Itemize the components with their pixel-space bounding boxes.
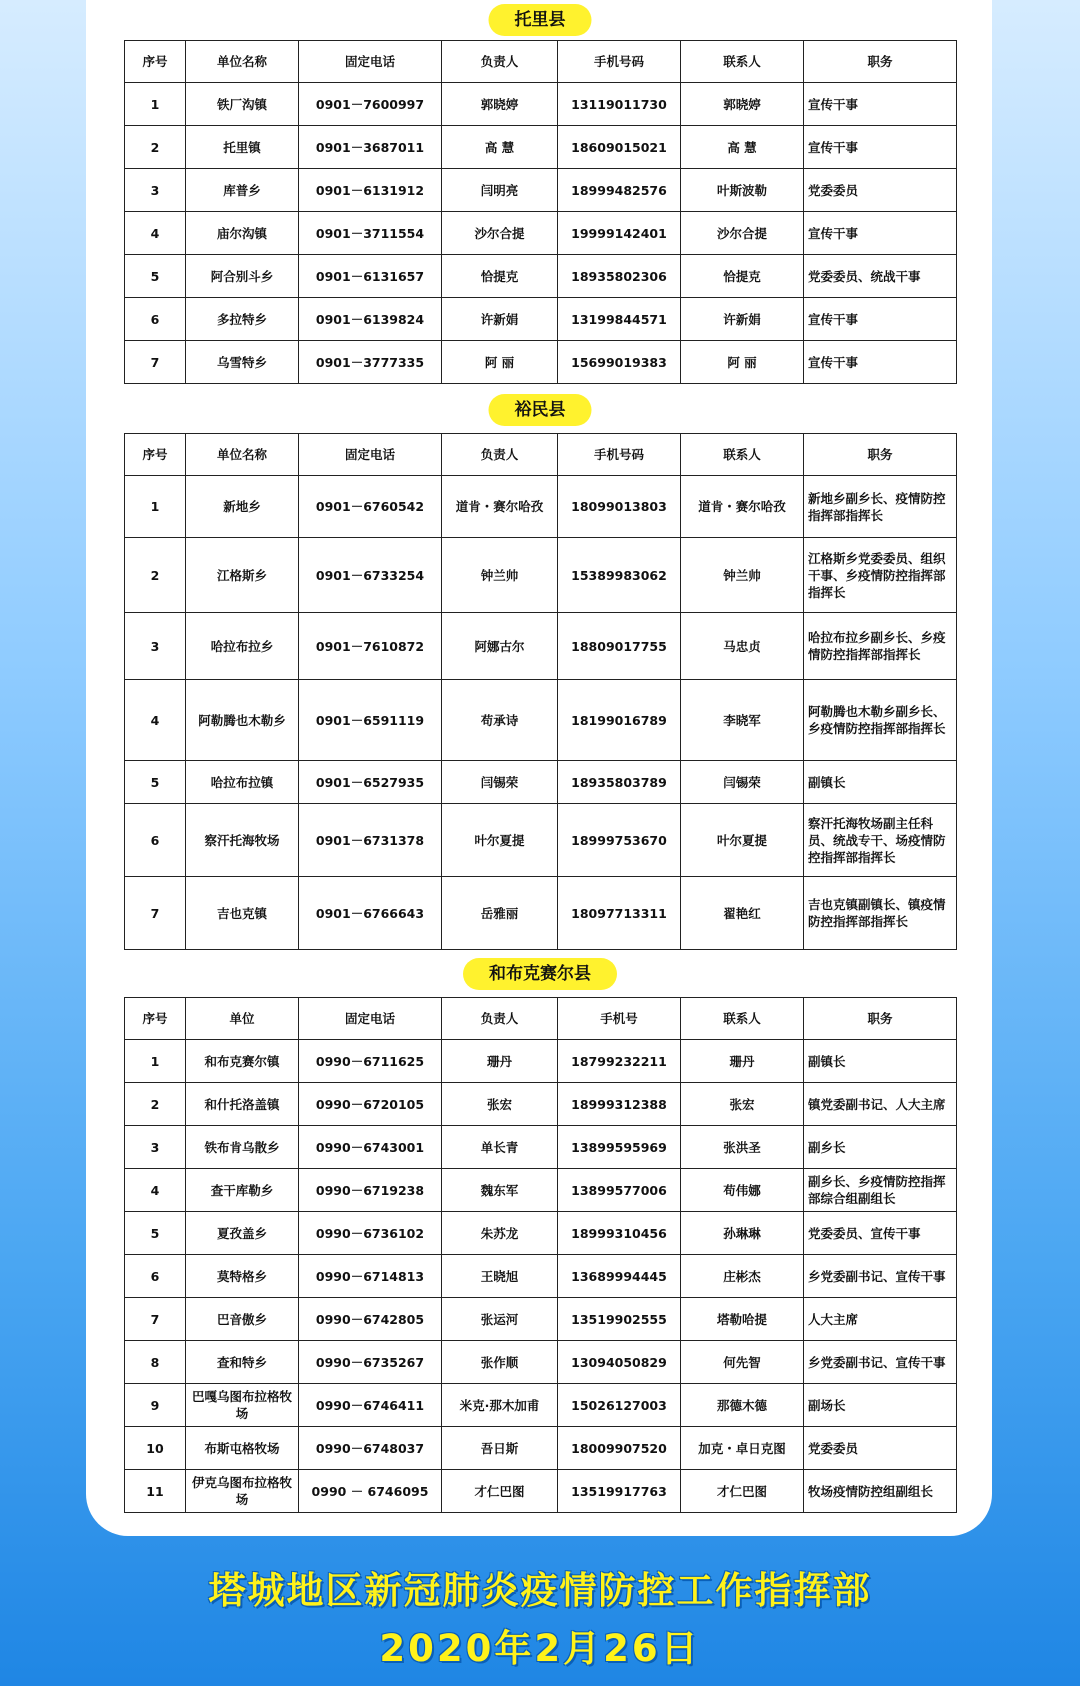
cell-unit: 多拉特乡: [186, 298, 299, 341]
cell-unit: 托里镇: [186, 126, 299, 169]
cell-index: 6: [125, 298, 186, 341]
cell-unit: 乌雪特乡: [186, 341, 299, 384]
table-header-row: [125, 41, 957, 83]
cell-duty: 宣传干事: [804, 212, 957, 255]
cell-contact: 道肯・赛尔哈孜: [681, 476, 804, 538]
cell-unit: 新地乡: [186, 476, 299, 538]
cell-leader: 才仁巴图: [442, 1470, 558, 1513]
cell-leader: 阿 丽: [442, 341, 558, 384]
cell-mobile: 18809017755: [558, 613, 681, 680]
cell-index: 6: [125, 804, 186, 877]
cell-leader: 阿娜古尔: [442, 613, 558, 680]
cell-unit: 库普乡: [186, 169, 299, 212]
cell-leader: 单长青: [442, 1126, 558, 1169]
cell-duty: 副乡长: [804, 1126, 957, 1169]
table-row: [125, 255, 957, 298]
column-header-contact: 联系人: [681, 434, 804, 476]
cell-contact: 塔勒哈提: [681, 1298, 804, 1341]
cell-leader: 钟兰帅: [442, 538, 558, 613]
cell-mobile: 15699019383: [558, 341, 681, 384]
cell-duty: 乡党委副书记、宣传干事: [804, 1341, 957, 1384]
cell-contact: 那德木德: [681, 1384, 804, 1427]
table-row: [125, 1298, 957, 1341]
cell-leader: 魏东军: [442, 1169, 558, 1212]
cell-unit: 察汗托海牧场: [186, 804, 299, 877]
cell-landline: 0990－6748037: [299, 1427, 442, 1470]
cell-leader: 闫锡荣: [442, 761, 558, 804]
cell-unit: 铁厂沟镇: [186, 83, 299, 126]
cell-contact: 高 慧: [681, 126, 804, 169]
cell-mobile: 19999142401: [558, 212, 681, 255]
table-row: [125, 761, 957, 804]
cell-leader: 闫明亮: [442, 169, 558, 212]
cell-unit: 查和特乡: [186, 1341, 299, 1384]
cell-unit: 查干库勒乡: [186, 1169, 299, 1212]
cell-landline: 0901－7610872: [299, 613, 442, 680]
cell-duty: 党委委员: [804, 169, 957, 212]
table-row: [125, 1427, 957, 1470]
table-row: [125, 1169, 957, 1212]
table-row: [125, 1255, 957, 1298]
table-row: [125, 804, 957, 877]
cell-landline: 0901－3777335: [299, 341, 442, 384]
table-row: [125, 1341, 957, 1384]
cell-contact: 叶尔夏提: [681, 804, 804, 877]
cell-index: 4: [125, 680, 186, 761]
cell-duty: 牧场疫情防控组副组长: [804, 1470, 957, 1513]
cell-duty: 党委委员、宣传干事: [804, 1212, 957, 1255]
cell-duty: 哈拉布拉乡副乡长、乡疫情防控指挥部指挥长: [804, 613, 957, 680]
cell-index: 1: [125, 83, 186, 126]
cell-leader: 郭晓婷: [442, 83, 558, 126]
cell-mobile: 18999753670: [558, 804, 681, 877]
cell-contact: 加克・卓日克图: [681, 1427, 804, 1470]
cell-mobile: 18935802306: [558, 255, 681, 298]
cell-unit: 莫特格乡: [186, 1255, 299, 1298]
table-row: [125, 613, 957, 680]
cell-mobile: 18999312388: [558, 1083, 681, 1126]
cell-index: 1: [125, 476, 186, 538]
cell-contact: 翟艳红: [681, 877, 804, 950]
table-row: [125, 212, 957, 255]
contact-table: [124, 40, 957, 384]
cell-contact: 珊丹: [681, 1040, 804, 1083]
cell-contact: 沙尔合提: [681, 212, 804, 255]
cell-leader: 王晓旭: [442, 1255, 558, 1298]
cell-leader: 岳雅丽: [442, 877, 558, 950]
cell-mobile: 13689994445: [558, 1255, 681, 1298]
cell-duty: 宣传干事: [804, 83, 957, 126]
cell-contact: 张宏: [681, 1083, 804, 1126]
cell-unit: 巴音傲乡: [186, 1298, 299, 1341]
cell-duty: 人大主席: [804, 1298, 957, 1341]
table-row: [125, 126, 957, 169]
table-row: [125, 1083, 957, 1126]
cell-unit: 和布克赛尔镇: [186, 1040, 299, 1083]
cell-index: 3: [125, 1126, 186, 1169]
table-row: [125, 298, 957, 341]
column-header-leader: 负责人: [442, 41, 558, 83]
cell-unit: 吉也克镇: [186, 877, 299, 950]
cell-landline: 0990 － 6746095: [299, 1470, 442, 1513]
cell-landline: 0901－6766643: [299, 877, 442, 950]
cell-duty: 镇党委副书记、人大主席: [804, 1083, 957, 1126]
cell-contact: 何先智: [681, 1341, 804, 1384]
column-header-contact: 联系人: [681, 998, 804, 1040]
cell-index: 5: [125, 1212, 186, 1255]
cell-landline: 0990－6720105: [299, 1083, 442, 1126]
cell-index: 7: [125, 877, 186, 950]
cell-duty: 副乡长、乡疫情防控指挥部综合组副组长: [804, 1169, 957, 1212]
cell-landline: 0901－6731378: [299, 804, 442, 877]
footer-title: 塔城地区新冠肺炎疫情防控工作指挥部: [208, 1569, 872, 1612]
cell-duty: 副镇长: [804, 761, 957, 804]
column-header-landline: 固定电话: [299, 434, 442, 476]
table-row: [125, 1040, 957, 1083]
cell-contact: 许新娟: [681, 298, 804, 341]
cell-landline: 0990－6743001: [299, 1126, 442, 1169]
cell-landline: 0901－3687011: [299, 126, 442, 169]
table-row: [125, 1470, 957, 1513]
cell-landline: 0901－7600997: [299, 83, 442, 126]
cell-mobile: 13094050829: [558, 1341, 681, 1384]
cell-unit: 哈拉布拉乡: [186, 613, 299, 680]
cell-duty: 副场长: [804, 1384, 957, 1427]
cell-index: 3: [125, 613, 186, 680]
column-header-duty: 职务: [804, 41, 957, 83]
cell-mobile: 18935803789: [558, 761, 681, 804]
cell-contact: 张洪圣: [681, 1126, 804, 1169]
column-header-unit: 单位: [186, 998, 299, 1040]
cell-contact: 钟兰帅: [681, 538, 804, 613]
cell-unit: 阿勒腾也木勒乡: [186, 680, 299, 761]
cell-mobile: 18199016789: [558, 680, 681, 761]
cell-index: 5: [125, 255, 186, 298]
cell-mobile: 13119011730: [558, 83, 681, 126]
table-row: [125, 341, 957, 384]
cell-duty: 宣传干事: [804, 126, 957, 169]
cell-landline: 0901－3711554: [299, 212, 442, 255]
cell-leader: 朱苏龙: [442, 1212, 558, 1255]
cell-landline: 0901－6733254: [299, 538, 442, 613]
cell-leader: 张作顺: [442, 1341, 558, 1384]
cell-duty: 党委委员、统战干事: [804, 255, 957, 298]
column-header-contact: 联系人: [681, 41, 804, 83]
cell-mobile: 18799232211: [558, 1040, 681, 1083]
contact-table: [124, 997, 957, 1513]
cell-mobile: 18999482576: [558, 169, 681, 212]
cell-landline: 0901－6131657: [299, 255, 442, 298]
cell-unit: 和什托洛盖镇: [186, 1083, 299, 1126]
column-header-duty: 职务: [804, 434, 957, 476]
cell-unit: 布斯屯格牧场: [186, 1427, 299, 1470]
table-row: [125, 83, 957, 126]
cell-contact: 孙琳琳: [681, 1212, 804, 1255]
cell-index: 4: [125, 212, 186, 255]
cell-contact: 叶斯波勒: [681, 169, 804, 212]
cell-leader: 张宏: [442, 1083, 558, 1126]
cell-contact: 恰提克: [681, 255, 804, 298]
table-row: [125, 476, 957, 538]
cell-duty: 副镇长: [804, 1040, 957, 1083]
section-title: 和布克赛尔县: [463, 958, 617, 990]
cell-mobile: 15026127003: [558, 1384, 681, 1427]
cell-unit: 哈拉布拉镇: [186, 761, 299, 804]
cell-mobile: 18097713311: [558, 877, 681, 950]
cell-unit: 伊克乌图布拉格牧场: [186, 1470, 299, 1513]
cell-contact: 李晓军: [681, 680, 804, 761]
cell-mobile: 18999310456: [558, 1212, 681, 1255]
cell-leader: 叶尔夏提: [442, 804, 558, 877]
cell-index: 5: [125, 761, 186, 804]
cell-unit: 铁布肯乌散乡: [186, 1126, 299, 1169]
cell-landline: 0990－6719238: [299, 1169, 442, 1212]
cell-unit: 巴嘎乌图布拉格牧场: [186, 1384, 299, 1427]
section-title: 裕民县: [489, 394, 592, 426]
column-header-landline: 固定电话: [299, 41, 442, 83]
cell-contact: 马忠贞: [681, 613, 804, 680]
cell-index: 6: [125, 1255, 186, 1298]
cell-mobile: 13519902555: [558, 1298, 681, 1341]
table-header-row: [125, 998, 957, 1040]
cell-landline: 0901－6760542: [299, 476, 442, 538]
cell-index: 11: [125, 1470, 186, 1513]
cell-landline: 0901－6527935: [299, 761, 442, 804]
cell-landline: 0990－6714813: [299, 1255, 442, 1298]
cell-leader: 道肯・赛尔哈孜: [442, 476, 558, 538]
cell-index: 4: [125, 1169, 186, 1212]
table-row: [125, 877, 957, 950]
cell-mobile: 18009907520: [558, 1427, 681, 1470]
cell-landline: 0901－6591119: [299, 680, 442, 761]
cell-index: 7: [125, 341, 186, 384]
column-header-leader: 负责人: [442, 434, 558, 476]
cell-unit: 江格斯乡: [186, 538, 299, 613]
cell-unit: 庙尔沟镇: [186, 212, 299, 255]
footer-date: 2020年2月26日: [379, 1627, 701, 1670]
cell-mobile: 18609015021: [558, 126, 681, 169]
cell-mobile: 13519917763: [558, 1470, 681, 1513]
cell-index: 3: [125, 169, 186, 212]
cell-landline: 0990－6736102: [299, 1212, 442, 1255]
cell-index: 2: [125, 126, 186, 169]
table-row: [125, 1212, 957, 1255]
cell-duty: 阿勒腾也木勒乡副乡长、乡疫情防控指挥部指挥长: [804, 680, 957, 761]
column-header-landline: 固定电话: [299, 998, 442, 1040]
cell-index: 7: [125, 1298, 186, 1341]
cell-contact: 才仁巴图: [681, 1470, 804, 1513]
column-header-unit: 单位名称: [186, 41, 299, 83]
cell-landline: 0990－6746411: [299, 1384, 442, 1427]
column-header-duty: 职务: [804, 998, 957, 1040]
cell-mobile: 15389983062: [558, 538, 681, 613]
cell-duty: 宣传干事: [804, 341, 957, 384]
cell-contact: 闫锡荣: [681, 761, 804, 804]
column-header-unit: 单位名称: [186, 434, 299, 476]
cell-contact: 庄彬杰: [681, 1255, 804, 1298]
cell-contact: 苟伟娜: [681, 1169, 804, 1212]
column-header-leader: 负责人: [442, 998, 558, 1040]
cell-landline: 0990－6742805: [299, 1298, 442, 1341]
cell-duty: 江格斯乡党委委员、组织干事、乡疫情防控指挥部指挥长: [804, 538, 957, 613]
cell-unit: 阿合别斗乡: [186, 255, 299, 298]
section-title: 托里县: [489, 4, 592, 36]
cell-unit: 夏孜盖乡: [186, 1212, 299, 1255]
cell-leader: 吾日斯: [442, 1427, 558, 1470]
table-row: [125, 169, 957, 212]
column-header-mobile: 手机号码: [558, 41, 681, 83]
cell-leader: 珊丹: [442, 1040, 558, 1083]
cell-landline: 0901－6139824: [299, 298, 442, 341]
cell-index: 2: [125, 538, 186, 613]
cell-mobile: 13199844571: [558, 298, 681, 341]
cell-duty: 吉也克镇副镇长、镇疫情防控指挥部指挥长: [804, 877, 957, 950]
cell-duty: 党委委员: [804, 1427, 957, 1470]
column-header-index: 序号: [125, 434, 186, 476]
cell-leader: 沙尔合提: [442, 212, 558, 255]
cell-index: 9: [125, 1384, 186, 1427]
column-header-index: 序号: [125, 998, 186, 1040]
cell-contact: 阿 丽: [681, 341, 804, 384]
column-header-index: 序号: [125, 41, 186, 83]
table-header-row: [125, 434, 957, 476]
cell-landline: 0990－6735267: [299, 1341, 442, 1384]
cell-leader: 张运河: [442, 1298, 558, 1341]
table-row: [125, 680, 957, 761]
table-row: [125, 1126, 957, 1169]
cell-contact: 郭晓婷: [681, 83, 804, 126]
cell-leader: 米克·那木加甫: [442, 1384, 558, 1427]
cell-duty: 宣传干事: [804, 298, 957, 341]
cell-leader: 许新娟: [442, 298, 558, 341]
cell-index: 10: [125, 1427, 186, 1470]
cell-mobile: 18099013803: [558, 476, 681, 538]
cell-duty: 新地乡副乡长、疫情防控指挥部指挥长: [804, 476, 957, 538]
cell-index: 2: [125, 1083, 186, 1126]
cell-leader: 恰提克: [442, 255, 558, 298]
cell-landline: 0901－6131912: [299, 169, 442, 212]
column-header-mobile: 手机号: [558, 998, 681, 1040]
table-row: [125, 1384, 957, 1427]
cell-leader: 高 慧: [442, 126, 558, 169]
cell-mobile: 13899577006: [558, 1169, 681, 1212]
cell-index: 8: [125, 1341, 186, 1384]
cell-duty: 乡党委副书记、宣传干事: [804, 1255, 957, 1298]
cell-landline: 0990－6711625: [299, 1040, 442, 1083]
cell-index: 1: [125, 1040, 186, 1083]
contact-table: [124, 433, 957, 950]
table-row: [125, 538, 957, 613]
cell-mobile: 13899595969: [558, 1126, 681, 1169]
cell-duty: 察汗托海牧场副主任科员、统战专干、场疫情防控指挥部指挥长: [804, 804, 957, 877]
cell-leader: 苟承诗: [442, 680, 558, 761]
column-header-mobile: 手机号码: [558, 434, 681, 476]
